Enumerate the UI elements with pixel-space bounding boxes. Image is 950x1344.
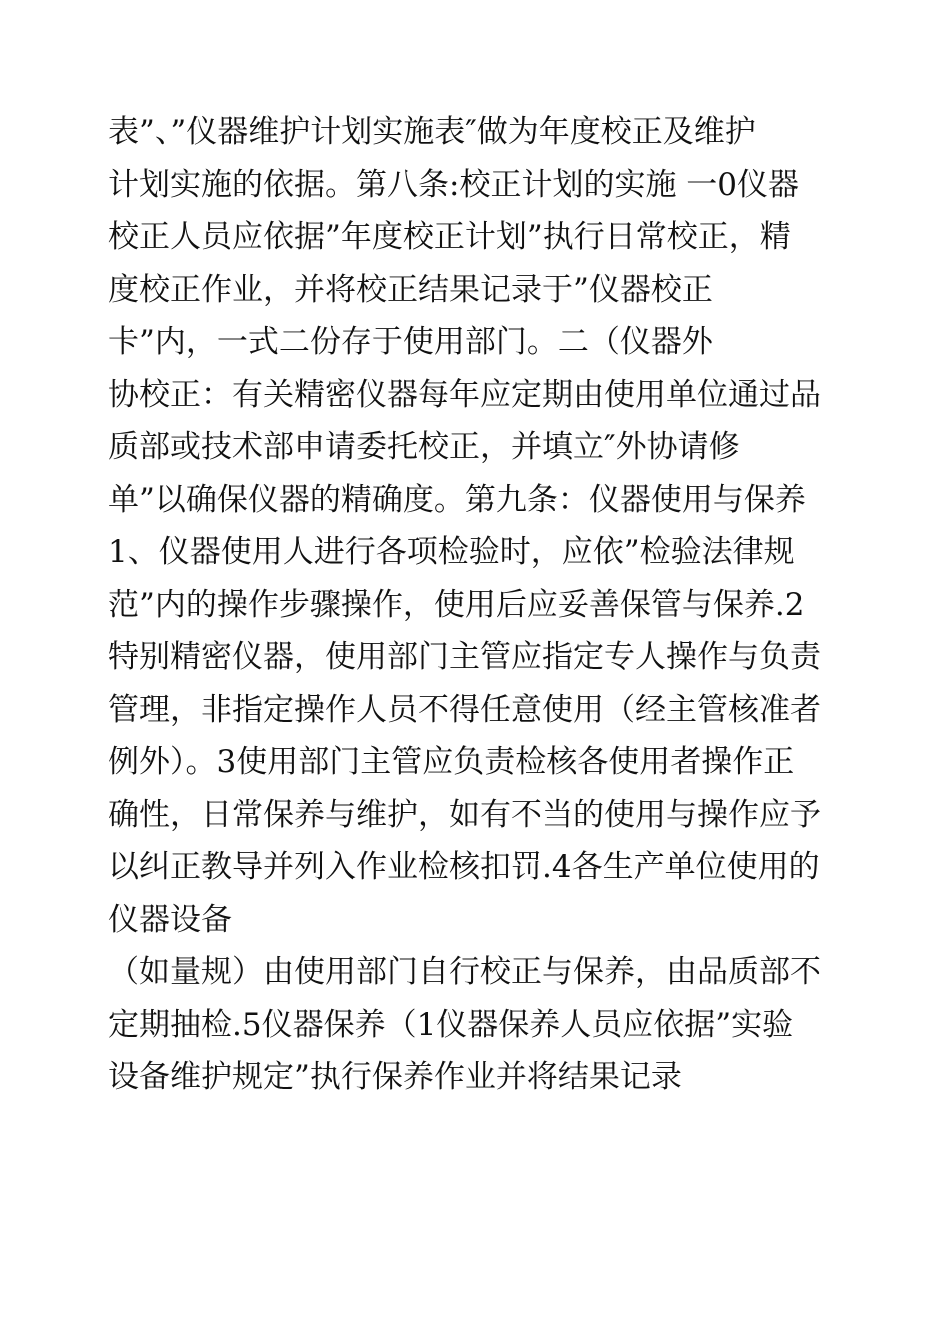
text-line: 设备维护规定”执行保养作业并将结果记录 bbox=[108, 1059, 682, 1095]
text-line: 度校正作业，并将校正结果记录于”仪器校正 bbox=[108, 271, 713, 308]
text-line: 管理，非指定操作人员不得任意使用（经主管核准者 bbox=[108, 691, 821, 728]
text-line: 1、仪器使用人进行各项检验时，应依”检验法律规 bbox=[108, 534, 795, 570]
body-text bbox=[108, 106, 848, 1104]
text-line: 例外）。3使用部门主管应负责检核各使用者操作正 bbox=[108, 744, 795, 780]
text-line: 质部或技术部申请委托校正，并填立″外协请修 bbox=[108, 429, 740, 465]
text-line: 单”以确保仪器的精确度。第九条：仪器使用与保养 bbox=[108, 481, 806, 518]
text-line: 校正人员应依据”年度校正计划”执行日常校正，精 bbox=[108, 219, 791, 255]
text-line: 以纠正教导并列入作业检核扣罚.4各生产单位使用的 bbox=[108, 849, 820, 885]
text-line: 定期抽检.5仪器保养（1仪器保养人员应依据”实验 bbox=[108, 1006, 794, 1043]
text-line: 协校正：有关精密仪器每年应定期由使用单位通过品 bbox=[108, 376, 821, 413]
text-line: （如量规）由使用部门自行校正与保养，由品质部不 bbox=[108, 954, 821, 990]
text-line: 范”内的操作步骤操作，使用后应妥善保管与保养.2 bbox=[108, 586, 805, 623]
text-line: 特别精密仪器，使用部门主管应指定专人操作与负责 bbox=[108, 639, 821, 675]
text-line: 确性，日常保养与维护，如有不当的使用与操作应予 bbox=[108, 796, 821, 833]
text-line: 计划实施的依据。第八条:校正计划的实施 一0仪器 bbox=[108, 166, 800, 203]
text-line: 仪器设备 bbox=[108, 901, 232, 938]
text-line: 表”、”仪器维护计划实施表″做为年度校正及维护 bbox=[108, 114, 756, 150]
text-line: 卡”内，一式二份存于使用部门。二（仪器外 bbox=[108, 324, 713, 360]
